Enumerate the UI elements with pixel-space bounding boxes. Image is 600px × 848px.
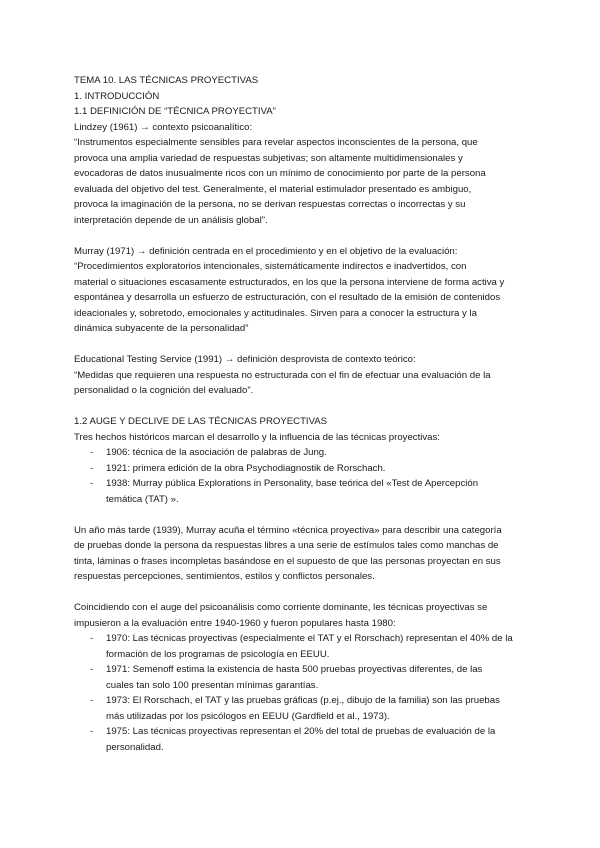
history-item-line: 1921: primera edición de la obra Psychodiagnostik de Rorschach. xyxy=(106,462,386,474)
lindzey-quote-line: provoca la imaginación de la persona, no se derivan respuestas correctas o incorrectas y su xyxy=(74,199,466,210)
list-dash: - xyxy=(90,633,94,644)
ets-quote-line: personalidad o la cognición del evaluado”. xyxy=(74,385,254,396)
section-heading-introduccion: 1. INTRODUCCIÓN xyxy=(74,90,160,102)
lindzey-quote-line: provoca una amplia variedad de respuestas subjetivas; son altamente multidimensionales y xyxy=(74,152,463,164)
paragraph-1939-line: tinta, láminas o frases incompletas basándose en el supuesto de que las personas proyectan en sus xyxy=(74,555,501,567)
paragraph-auge-line: Coincidiendo con el auge del psicoanálisis como corriente dominante, les técnicas proyectivas se xyxy=(74,602,488,613)
subsection-heading-auge-declive: 1.2 AUGE Y DECLIVE DE LAS TÉCNICAS PROYECTIVAS xyxy=(74,416,328,427)
murray-quote-line: dinámica subyacente de la personalidad” xyxy=(74,323,249,334)
paragraph-gap xyxy=(74,507,544,523)
auge-item-line: formación de los programas de psicología en EEUU. xyxy=(106,648,330,660)
lindzey-intro: Lindzey (1961) → contexto psicoanalítico: xyxy=(74,121,253,133)
auge-item-line: 1970: Las técnicas proyectivas (especialmente el TAT y el Rorschach) representan el 40% de la xyxy=(106,633,513,644)
history-item-line: 1906: técnica de la asociación de palabras de Jung. xyxy=(106,447,327,458)
auge-item-line: personalidad. xyxy=(106,741,164,753)
ets-intro: Educational Testing Service (1991) → definición desprovista de contexto teórico: xyxy=(74,354,416,365)
auge-item-line: 1973: El Rorschach, el TAT y las pruebas gráficas (p.ej., dibujo de la familia) son las pruebas xyxy=(106,695,500,706)
murray-quote-line: “Procedimientos exploratorios intencionales, sistemáticamente indirectos e inadvertidos, con xyxy=(74,261,467,272)
paragraph-gap xyxy=(74,228,544,244)
history-item-line: temática (TAT) ». xyxy=(106,493,179,505)
list-dash: - xyxy=(90,664,94,675)
auge-list-item xyxy=(74,693,544,724)
paragraph-gap xyxy=(74,585,544,601)
auge-list-item xyxy=(74,724,544,755)
history-list-item xyxy=(74,445,544,461)
paragraph-gap xyxy=(74,337,544,353)
history-intro: Tres hechos históricos marcan el desarrollo y la influencia de las técnicas proyectivas: xyxy=(74,431,440,443)
paragraph-auge-line: impusieron a la evaluación entre 1940-1960 y fueron populares hasta 1980: xyxy=(74,617,396,629)
history-item-line: 1938: Murray pública Explorations in Personality, base teórica del «Test de Apercepción xyxy=(106,478,479,489)
murray-quote-line: espontánea y desarrolla un esfuerzo de estructuración, con el resultado de la emisión de contenidos xyxy=(74,292,501,303)
auge-list-item xyxy=(74,631,544,662)
auge-item-line: más utilizadas por los psicólogos en EEUU (Gardfield et al., 1973). xyxy=(106,710,390,722)
list-dash: - xyxy=(90,462,94,474)
subsection-heading-definicion: 1.1 DEFINICIÓN DE “TÉCNICA PROYECTIVA” xyxy=(74,106,276,117)
auge-item-line: 1975: Las técnicas proyectivas representan el 20% del total de pruebas de evaluación de la xyxy=(106,726,496,737)
list-dash: - xyxy=(90,695,94,706)
document-title: TEMA 10. LAS TÉCNICAS PROYECTIVAS xyxy=(74,75,259,86)
auge-item-line: 1971: Semenoff estima la existencia de hasta 500 pruebas proyectivas diferentes, de las xyxy=(106,664,483,675)
ets-quote-line: “Medidas que requieren una respuesta no estructurada con el fin de efectuar una evaluación de la xyxy=(74,369,491,381)
paragraph-1939-line: respuestas percepciones, sentimientos, estilos y conflictos personales. xyxy=(74,571,375,582)
document-body xyxy=(74,73,544,755)
list-dash: - xyxy=(90,478,94,489)
lindzey-quote-line: “Instrumentos especialmente sensibles para revelar aspectos inconscientes de la persona, que xyxy=(74,137,478,148)
paragraph-1939-line: de pruebas donde la persona da respuestas libres a una serie de estímulos tales como manchas de xyxy=(74,540,499,551)
paragraph-gap xyxy=(74,399,544,415)
list-dash: - xyxy=(90,726,94,737)
murray-quote-line: material o situaciones escasamente estructurados, en los que la persona interviene de forma activa y xyxy=(74,276,505,288)
murray-quote-line: ideacionales y, sobretodo, emocionales y actitudinales. Sirven para a conocer la estructura y la xyxy=(74,307,477,319)
lindzey-quote-line: evaluada del objetivo del test. Generalmente, el material estimulador presentado es ambiguo, xyxy=(74,183,472,195)
lindzey-quote-line: evocadoras de datos inusualmente ricos con un mínimo de conocimiento por parte de la persona xyxy=(74,168,486,179)
auge-item-line: cuales tan solo 100 presentan mínimas garantías. xyxy=(106,679,319,691)
murray-intro: Murray (1971) → definición centrada en el procedimiento y en el objetivo de la evaluación: xyxy=(74,245,458,257)
auge-list-item xyxy=(74,662,544,693)
history-list-item xyxy=(74,461,544,477)
paragraph-1939-line: Un año más tarde (1939), Murray acuña el término «técnica proyectiva» para describir una categoría xyxy=(74,524,502,536)
history-list-item xyxy=(74,476,544,507)
list-dash: - xyxy=(90,447,94,458)
lindzey-quote-line: interpretación depende de un análisis global”. xyxy=(74,214,268,226)
